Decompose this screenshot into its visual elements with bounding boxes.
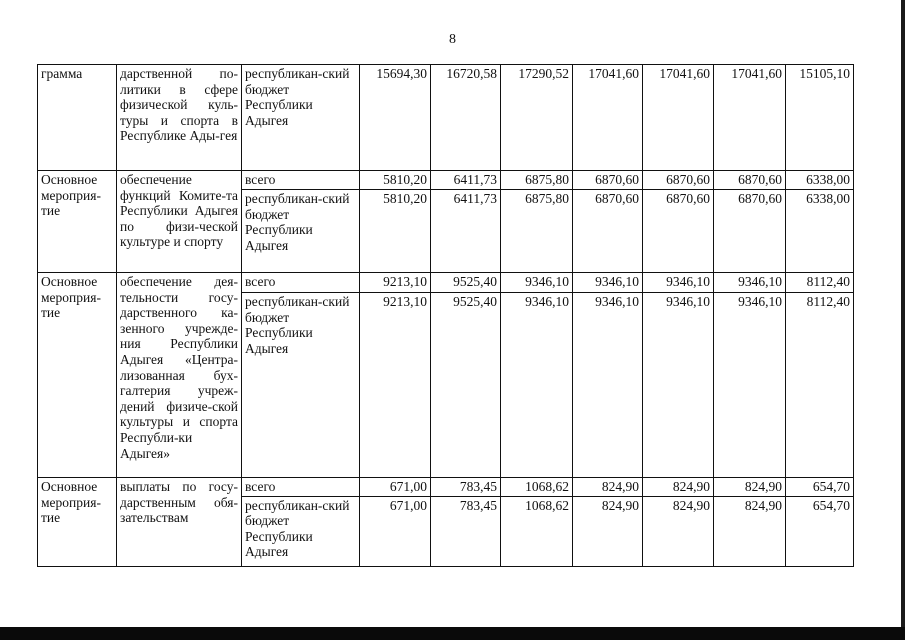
amount-cell: 9525,40 bbox=[431, 293, 501, 478]
amount-cell: 17041,60 bbox=[643, 65, 714, 171]
status-cell: Основное мероприя-тие bbox=[38, 171, 117, 273]
amount-cell: 671,00 bbox=[360, 496, 431, 566]
amount-cell: 783,45 bbox=[431, 496, 501, 566]
amount-cell: 6870,60 bbox=[643, 190, 714, 273]
amount-cell: 824,90 bbox=[573, 496, 643, 566]
budget-table bbox=[37, 64, 854, 567]
status-cell: Основное мероприя-тие bbox=[38, 478, 117, 567]
amount-cell: 15105,10 bbox=[786, 65, 854, 171]
amount-cell: 6870,60 bbox=[714, 190, 786, 273]
amount-cell: 6411,73 bbox=[431, 171, 501, 190]
amount-cell: 824,90 bbox=[643, 496, 714, 566]
funding-source-cell: всего bbox=[242, 273, 360, 293]
amount-cell: 6338,00 bbox=[786, 190, 854, 273]
status-cell: грамма bbox=[38, 65, 117, 171]
event-name-cell: обеспечение функций Комите-та Республики Адыгея по физи-ческой культуре и спорту bbox=[117, 171, 242, 273]
amount-cell: 824,90 bbox=[714, 478, 786, 497]
amount-cell: 9346,10 bbox=[501, 273, 573, 293]
amount-cell: 6338,00 bbox=[786, 171, 854, 190]
amount-cell: 1068,62 bbox=[501, 478, 573, 497]
funding-source-cell: республикан-ский бюджет Республики Адыгея bbox=[242, 293, 360, 478]
amount-cell: 9346,10 bbox=[573, 273, 643, 293]
funding-source-cell: республикан-ский бюджет Республики Адыгея bbox=[242, 190, 360, 273]
funding-source-cell: всего bbox=[242, 478, 360, 497]
status-cell: Основное мероприя-тие bbox=[38, 273, 117, 478]
amount-cell: 9213,10 bbox=[360, 293, 431, 478]
table-row bbox=[38, 478, 854, 497]
funding-source-cell: всего bbox=[242, 171, 360, 190]
amount-cell: 16720,58 bbox=[431, 65, 501, 171]
amount-cell: 671,00 bbox=[360, 478, 431, 497]
amount-cell: 9346,10 bbox=[714, 293, 786, 478]
amount-cell: 654,70 bbox=[786, 496, 854, 566]
event-name-cell: выплаты по госу-дарственным обя-зательствам bbox=[117, 478, 242, 567]
amount-cell: 8112,40 bbox=[786, 273, 854, 293]
amount-cell: 6411,73 bbox=[431, 190, 501, 273]
scan-edge bbox=[901, 0, 905, 640]
amount-cell: 15694,30 bbox=[360, 65, 431, 171]
amount-cell: 783,45 bbox=[431, 478, 501, 497]
funding-source-cell: республикан-ский бюджет Республики Адыгея bbox=[242, 496, 360, 566]
amount-cell: 8112,40 bbox=[786, 293, 854, 478]
event-name-cell: дарственной по-литики в сфере физической куль-туры и спорта в Республике Ады-гея bbox=[117, 65, 242, 171]
amount-cell: 654,70 bbox=[786, 478, 854, 497]
amount-cell: 824,90 bbox=[573, 478, 643, 497]
funding-source-cell: республикан-ский бюджет Республики Адыгея bbox=[242, 65, 360, 171]
amount-cell: 9213,10 bbox=[360, 273, 431, 293]
amount-cell: 17290,52 bbox=[501, 65, 573, 171]
amount-cell: 9346,10 bbox=[643, 273, 714, 293]
amount-cell: 6870,60 bbox=[714, 171, 786, 190]
amount-cell: 9346,10 bbox=[573, 293, 643, 478]
amount-cell: 6875,80 bbox=[501, 171, 573, 190]
amount-cell: 9525,40 bbox=[431, 273, 501, 293]
amount-cell: 6875,80 bbox=[501, 190, 573, 273]
table-row bbox=[38, 171, 854, 190]
amount-cell: 17041,60 bbox=[714, 65, 786, 171]
table-row bbox=[38, 65, 854, 171]
amount-cell: 9346,10 bbox=[643, 293, 714, 478]
amount-cell: 824,90 bbox=[643, 478, 714, 497]
amount-cell: 9346,10 bbox=[501, 293, 573, 478]
amount-cell: 17041,60 bbox=[573, 65, 643, 171]
event-name-cell: обеспечение дея-тельности госу-дарственного ка-зенного учрежде-ния Республики Адыгея «Центра-лизованная бух-галтерия учреж-дений физиче-ской культуры и спорта Республи-ки Адыгея» bbox=[117, 273, 242, 478]
amount-cell: 5810,20 bbox=[360, 190, 431, 273]
amount-cell: 6870,60 bbox=[573, 190, 643, 273]
amount-cell: 824,90 bbox=[714, 496, 786, 566]
amount-cell: 5810,20 bbox=[360, 171, 431, 190]
amount-cell: 6870,60 bbox=[643, 171, 714, 190]
page-number: 8 bbox=[449, 32, 456, 47]
amount-cell: 9346,10 bbox=[714, 273, 786, 293]
scan-bottom-bar bbox=[0, 627, 905, 640]
table-row bbox=[38, 273, 854, 293]
amount-cell: 6870,60 bbox=[573, 171, 643, 190]
amount-cell: 1068,62 bbox=[501, 496, 573, 566]
